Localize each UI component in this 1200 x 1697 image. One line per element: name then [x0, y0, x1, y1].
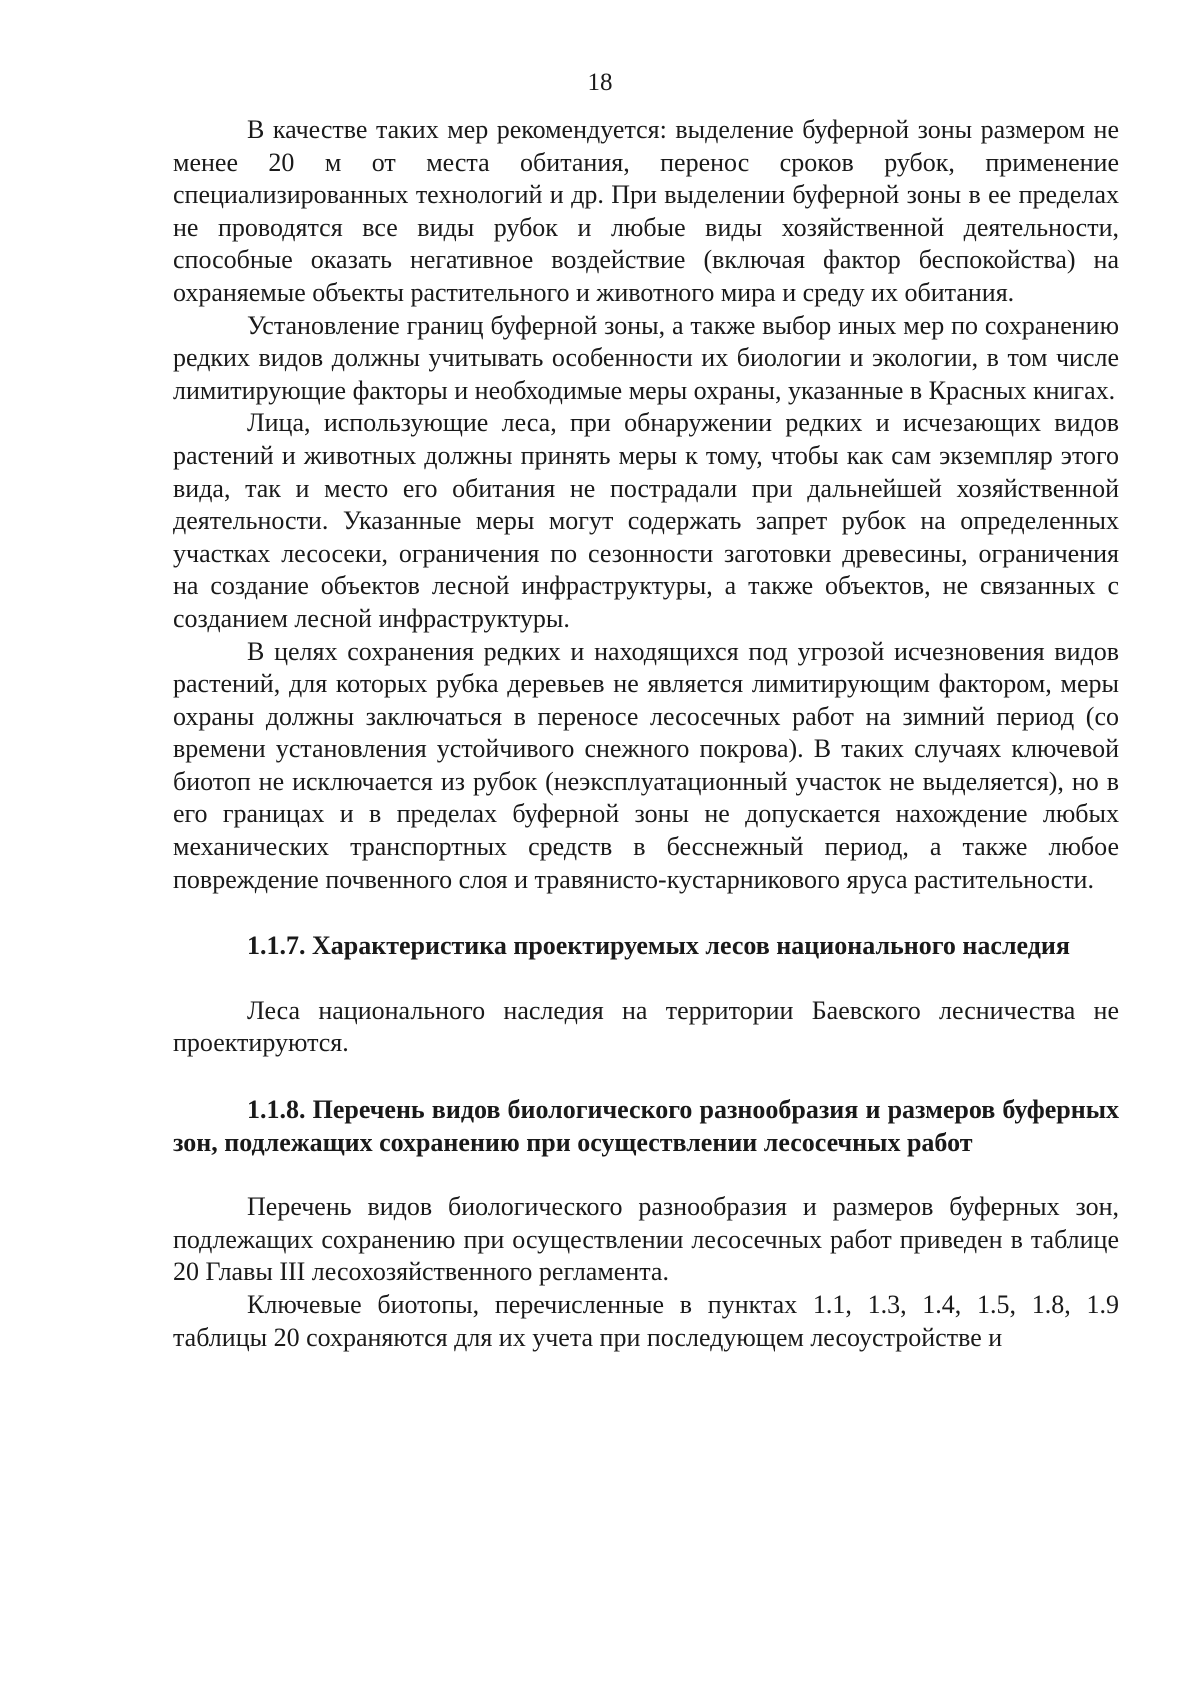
- section-heading-1-1-7: 1.1.7. Характеристика проектируемых лесов национального наследия: [247, 931, 1070, 961]
- paragraph-forest-users-duties: Лица, использующие леса, при обнаружении редких и исчезающих видов растений и животных должны принять меры к тому, чтобы как сам экземпляр этого вида, так и место его обитания не пострадали при дальнейшей хозяйственной деятельности. Указанные меры могут содержать запрет рубок на определенных участках лесосеки, ограничения по сезонности заготовки древесины, ограничения на создание объектов лесной инфраструктуры, а также объектов, не связанных с созданием лесной инфраструктуры.: [173, 408, 1119, 633]
- paragraph-buffer-zone-boundaries: Установление границ буферной зоны, а также выбор иных мер по сохранению редких видов должны учитывать особенности их биологии и экологии, в том числе лимитирующие факторы и необходимые меры охраны, указанные в Красных книгах.: [173, 310, 1119, 405]
- paragraph-buffer-zone-measures: В качестве таких мер рекомендуется: выделение буферной зоны размером не менее 20 м от места обитания, перенос сроков рубок, применение специализированных технологий и др. При выделении буферной зоны в ее пределах не проводятся все виды рубок и любые виды хозяйственной деятельности, способные оказать негативное воздействие (включая фактор беспокойства) на охраняемые объекты растительного и животного мира и среду их обитания.: [173, 115, 1119, 307]
- page-number: 18: [587, 69, 613, 96]
- paragraph-winter-logging: В целях сохранения редких и находящихся под угрозой исчезновения видов растений, для которых рубка деревьев не является лимитирующим фактором, меры охраны должны заключаться в переносе лесосечных работ на зимний период (со времени установления устойчивого снежного покрова). В таких случаях ключевой биотоп не исключается из рубок (неэксплуатационный участок не выделяется), но в его границах и в пределах буферной зоны не допускается нахождение любых механических транспортных средств в бесснежный период, а также любое повреждение почвенного слоя и травянисто-кустарникового яруса растительности.: [173, 636, 1119, 894]
- section-1-1-8-text-list: Перечень видов биологического разнообразия и размеров буферных зон, подлежащих сохранению при осуществлении лесосечных работ приведен в таблице 20 Главы III лесохозяйственного регламента.: [173, 1192, 1119, 1287]
- document-body: [173, 114, 1119, 1354]
- section-1-1-7-text: Леса национального наследия на территории Баевского лесничества не проектируются.: [173, 995, 1119, 1058]
- section-heading-1-1-8: 1.1.8. Перечень видов биологического разнообразия и размеров буферных зон, подлежащих сохранению при осуществлении лесосечных работ: [173, 1095, 1119, 1157]
- section-1-1-8-text-biotopes: Ключевые биотопы, перечисленные в пунктах 1.1, 1.3, 1.4, 1.5, 1.8, 1.9 таблицы 20 сохраняются для их учета при последующем лесоустройстве и: [173, 1290, 1119, 1352]
